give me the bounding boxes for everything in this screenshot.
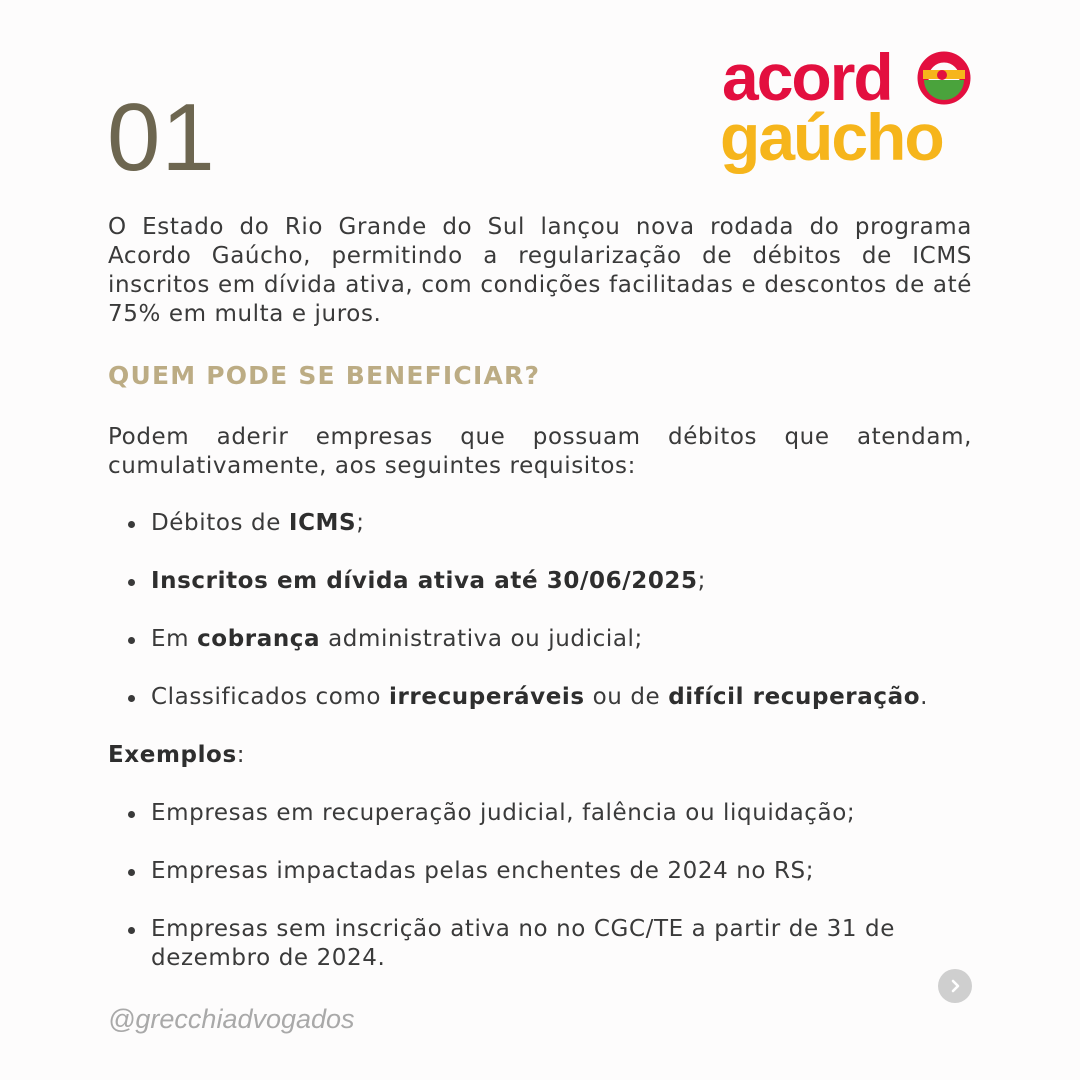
list-item: Inscritos em dívida ativa até 30/06/2025; [108,567,978,596]
section-title: QUEM PODE SE BENEFICIAR? [108,361,541,390]
list-item: Débitos de ICMS; [108,509,978,538]
list-item: Em cobrança administrativa ou judicial; [108,625,978,654]
next-slide-button[interactable] [938,969,972,1003]
svg-text:acord: acord [722,40,892,114]
requirements-list [108,509,978,741]
intro-paragraph: O Estado do Rio Grande do Sul lançou nova rodada do programa Acordo Gaúcho, permitindo a regularização de débitos de ICMS inscritos em dívida ativa, com condições facilitadas e descontos de até 75% em multa e juros. [108,214,972,327]
chevron-right-icon [948,979,962,993]
logo-flag-icon [923,57,965,100]
examples-list [108,799,978,1002]
list-item: Empresas em recuperação judicial, falência ou liquidação; [108,799,978,828]
list-item: Empresas sem inscrição ativa no no CGC/TE a partir de 31 de dezembro de 2024. [108,915,978,973]
list-item: Classificados como irrecuperáveis ou de difícil recuperação. [108,683,978,712]
slide-number: 01 [107,84,216,191]
examples-heading: Exemplos: [108,742,246,768]
list-item: Empresas impactadas pelas enchentes de 2024 no RS; [108,857,978,886]
instagram-handle: @grecchiadvogados [108,1004,355,1034]
lead-paragraph: Podem aderir empresas que possuam débitos que atendam, cumulativamente, aos seguintes requisitos: [108,424,972,479]
svg-text:gaúcho: gaúcho [720,100,943,174]
acordo-gaucho-logo [716,36,972,176]
